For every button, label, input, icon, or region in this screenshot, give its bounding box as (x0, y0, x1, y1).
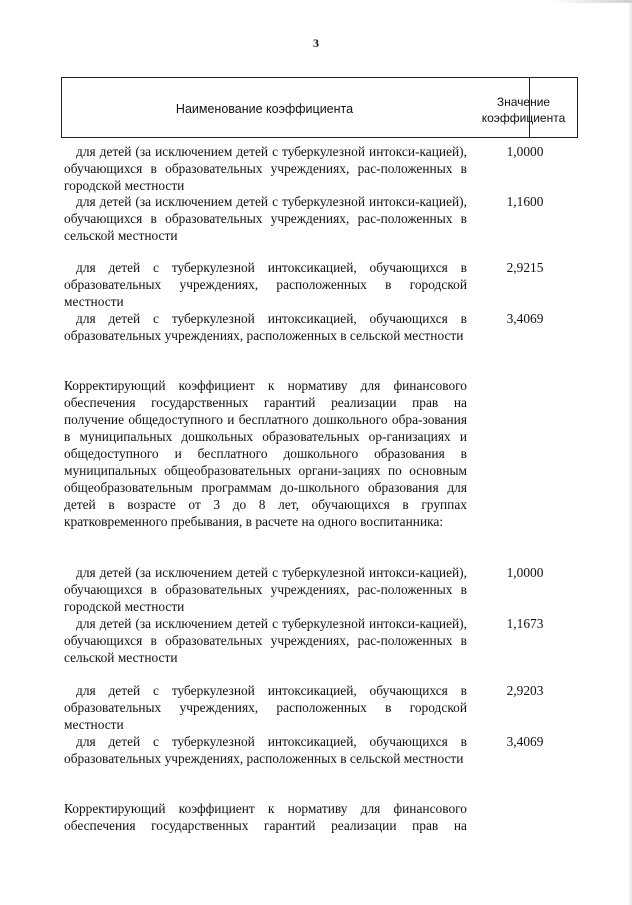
scan-corner-shadow (552, 0, 632, 3)
column-header-name: Наименование коэффициента (175, 102, 354, 116)
coefficient-value: 3,4069 (506, 311, 544, 326)
coefficient-row (64, 143, 467, 194)
coefficient-description: для детей с туберкулезной интоксикацией, обучающихся в образовательных учреждениях, расположенных в городской местности (64, 260, 467, 309)
coefficient-value: 1,1673 (506, 616, 544, 631)
coefficient-value: 2,9215 (506, 260, 544, 275)
coefficient-description: для детей с туберкулезной интоксикацией, обучающихся в образовательных учреждениях, расположенных в городской местности (64, 683, 467, 732)
section-paragraph: Корректирующий коэффициент к нормативу для финансового обеспечения государственных гарантий реализации прав на (64, 801, 467, 833)
coefficient-value: 2,9203 (506, 683, 544, 698)
coefficient-row (64, 733, 467, 767)
coefficient-description: для детей (за исключением детей с туберкулезной интокси-кацией), обучающихся в образовательных учреждениях, рас-положенных в городской местности (64, 565, 467, 614)
coefficient-row (64, 259, 467, 310)
page-number: 3 (313, 36, 319, 50)
coefficient-value: 1,1600 (506, 194, 544, 209)
coefficient-row (64, 564, 467, 615)
coefficient-description: для детей с туберкулезной интоксикацией, обучающихся в образовательных учреждениях, расположенных в сельской местности (64, 311, 467, 343)
coefficient-value: 1,0000 (506, 565, 544, 580)
coefficient-value: 3,4069 (506, 734, 544, 749)
table-header (61, 77, 578, 138)
section-paragraph: Корректирующий коэффициент к нормативу для финансового обеспечения государственных гарантий реализации прав на получение общедоступного и бесплатного дошкольного обра-зования в муниципальных дошкольных образовательных ор-ганизациях и общедоступного и бесплатного дошкольного образования в муниципальных общеобразовательных органи-зациях по основным общеобразовательным программам до-школьного образования для детей в возрасте от 3 до 8 лет, обучающихся в группах кратковременного пребывания, в расчете на одного воспитанника: (64, 378, 467, 529)
coefficient-row (64, 310, 467, 344)
coefficient-description: для детей (за исключением детей с туберкулезной интокси-кацией), обучающихся в образовательных учреждениях, рас-положенных в сельской местности (64, 194, 467, 243)
coefficient-row (64, 682, 467, 733)
scan-edge-shadow (628, 0, 632, 905)
coefficient-description: для детей (за исключением детей с туберкулезной интокси-кацией), обучающихся в образовательных учреждениях, рас-положенных в сельской местности (64, 616, 467, 665)
coefficient-description: для детей (за исключением детей с туберкулезной интокси-кацией), обучающихся в образовательных учреждениях, рас-положенных в городской местности (64, 144, 467, 193)
coefficient-value: 1,0000 (506, 144, 544, 159)
column-header-value (468, 94, 579, 126)
coefficient-row (64, 615, 467, 666)
column-header-value-line2: коэффициента (481, 111, 566, 125)
coefficient-row (64, 193, 467, 244)
column-header-value-line1: Значение (496, 95, 551, 109)
coefficient-description: для детей с туберкулезной интоксикацией, обучающихся в образовательных учреждениях, расположенных в сельской местности (64, 734, 467, 766)
